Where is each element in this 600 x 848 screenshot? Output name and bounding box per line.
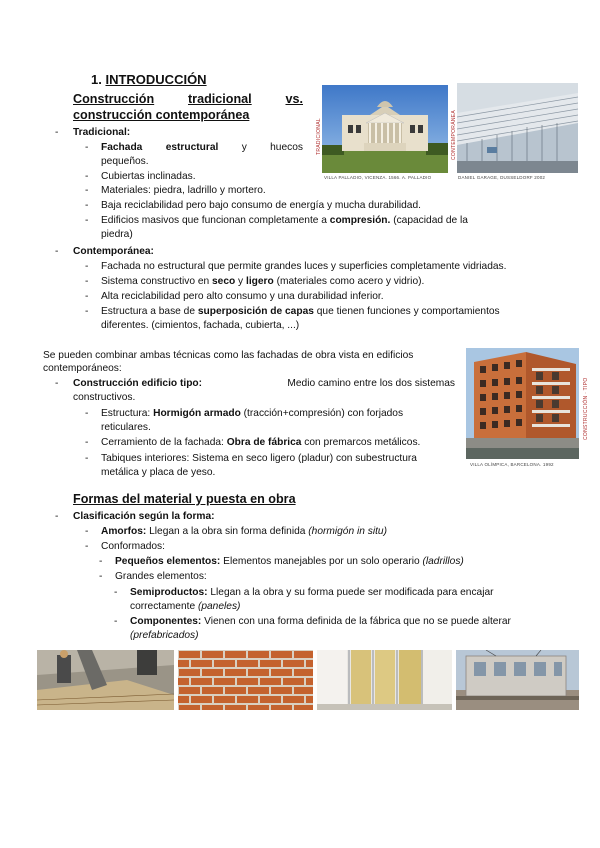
bullet: - <box>85 453 89 464</box>
text: (tracción+compresión) con forjados <box>240 408 404 419</box>
text: huecos <box>270 142 303 153</box>
brick-wall-photo <box>178 650 313 710</box>
section-number: 1. <box>91 72 102 87</box>
subtitle-line1 <box>73 92 303 107</box>
text: (materiales como acero y vidrio). <box>273 276 425 287</box>
amorfos-item <box>101 525 387 538</box>
conformados-item: Conformados: <box>101 541 165 552</box>
bold-text: Hormigón armado <box>153 408 241 419</box>
bold-text: Pequeños elementos: <box>115 556 221 567</box>
bold-text: Amorfos: <box>101 526 147 537</box>
bold-text: superposición de capas <box>197 306 314 317</box>
text: y <box>241 142 247 153</box>
bullet: - <box>99 571 103 582</box>
italic-text: (hormigón in situ) <box>308 526 387 537</box>
bullet: - <box>85 526 89 537</box>
text: que tienen funciones y comportamientos <box>313 306 500 317</box>
bullet: - <box>85 200 89 211</box>
text: Llegan a la obra sin forma definida <box>146 526 309 537</box>
vertical-label-tipo: CONSTRUCCIÓN · TIPO <box>583 377 589 440</box>
trad-item-2: Cubiertas inclinadas. <box>101 171 196 182</box>
trad-item-4: Baja reciclabilidad pero bajo consumo de energía y mucha durabilidad. <box>101 200 421 211</box>
vertical-label-tradicional: TRADICIONAL <box>316 118 322 155</box>
text: (capacidad de la <box>390 215 468 226</box>
bold-text: Clasificación según la forma: <box>73 511 215 522</box>
cont-item-4 <box>101 305 500 318</box>
bullet: - <box>85 408 89 419</box>
text: Medio camino entre los dos sistemas <box>284 378 455 389</box>
tipo-item-cont: constructivos. <box>73 392 136 403</box>
text: con premarcos metálicos. <box>301 437 421 448</box>
bold-text: Componentes: <box>130 616 202 627</box>
bold-text: compresión. <box>329 215 391 226</box>
semiproductos-item-cont <box>130 600 240 613</box>
trad-item-1 <box>101 141 303 154</box>
grandes-item: Grandes elementos: <box>115 571 207 582</box>
text: Elementos manejables por un solo operario <box>220 556 423 567</box>
heading-text: Tradicional: <box>73 127 131 138</box>
subtitle-line2: construcción contemporánea <box>73 108 250 122</box>
componentes-item <box>130 615 511 628</box>
bullet: - <box>85 142 89 153</box>
text: Sistema constructivo en <box>101 276 212 287</box>
heading-text: Contemporánea: <box>73 246 154 257</box>
brick-building-photo <box>466 348 579 459</box>
trad-item-3: Materiales: piedra, ladrillo y mortero. <box>101 185 266 196</box>
trad-item-1-cont: pequeños. <box>101 156 149 167</box>
cont-item-2 <box>101 275 424 288</box>
bold-text: seco <box>211 276 236 287</box>
bullet: - <box>85 185 89 196</box>
formas-title: Formas del material y puesta en obra <box>73 492 296 506</box>
tradicional-heading <box>73 126 130 139</box>
tabiques-item: Tabiques interiores: Sistema en seco ligero (pladur) con subestructura <box>101 453 417 464</box>
combinar-paragraph: Se pueden combinar ambas técnicas como las fachadas de obra vista en edificios <box>43 350 414 361</box>
text: y <box>235 276 246 287</box>
cont-item-1: Fachada no estructural que permite grandes luces y superficies completamente vidriadas. <box>101 261 507 272</box>
bullet: - <box>85 306 89 317</box>
componentes-item-cont <box>130 629 199 642</box>
semiproductos-item <box>130 586 494 599</box>
bullet: - <box>55 246 59 257</box>
villa-palladio-photo <box>322 85 448 173</box>
bullet: - <box>55 511 59 522</box>
text: correctamente <box>130 601 198 612</box>
text: Estructura a base de <box>101 306 198 317</box>
bullet: - <box>85 261 89 272</box>
italic-text: (prefabricados) <box>130 630 199 641</box>
bullet: - <box>114 616 118 627</box>
bold-text: Construcción edificio tipo: <box>73 378 203 389</box>
contemporanea-heading <box>73 245 154 258</box>
bullet: - <box>85 541 89 552</box>
text: Vienen con una forma definida de la fábrica que no se puede alterar <box>201 616 511 627</box>
subtitle-word: Construcción <box>73 92 155 106</box>
text: Edificios masivos que funcionan completamente a <box>101 215 330 226</box>
text: Estructura: <box>101 408 154 419</box>
bullet: - <box>85 171 89 182</box>
subtitle-word: vs. <box>285 92 303 106</box>
bullet: - <box>85 276 89 287</box>
caption-villa-palladio: VILLA PALLADIO, VICENZA. 1566. A. PALLADIO <box>324 175 432 180</box>
trad-item-5 <box>101 214 468 227</box>
caption-villa-olimpica: VILLA OLÍMPICA, BARCELONA. 1992 <box>470 462 554 467</box>
trad-item-5-cont: piedra) <box>101 229 133 240</box>
italic-text: (ladrillos) <box>422 556 464 567</box>
estructura-item-cont: reticulares. <box>101 422 151 433</box>
cerramiento-item <box>101 436 420 449</box>
bullet: - <box>99 556 103 567</box>
bullet: - <box>55 127 59 138</box>
concrete-pour-photo <box>37 650 174 710</box>
bullet: - <box>85 291 89 302</box>
cont-item-4-cont: diferentes. (cimientos, fachada, cubierta, ...) <box>101 320 300 331</box>
caption-garage: DANIEL GARAGE, DUSSELDORF 2002 <box>458 175 546 180</box>
section-title-text: INTRODUCCIÓN <box>105 72 207 87</box>
bold-text: estructural <box>165 142 219 153</box>
combinar-paragraph-cont: contemporáneos: <box>43 363 122 374</box>
italic-text: (paneles) <box>197 601 241 612</box>
bullet: - <box>55 378 59 389</box>
precast-panel-photo <box>456 650 579 710</box>
drywall-panels-photo <box>317 650 452 710</box>
tabiques-item-cont: metálica y placa de yeso. <box>101 467 216 478</box>
bold-text: ligero <box>245 276 274 287</box>
bold-text: Semiproductos: <box>130 587 208 598</box>
clasificacion-heading <box>73 510 215 523</box>
vertical-label-contemporanea: CONTEMPORÁNEA <box>451 109 457 160</box>
bold-text: Obra de fábrica <box>226 437 302 448</box>
contemporary-building-photo <box>457 83 578 173</box>
bullet: - <box>114 587 118 598</box>
subtitle-word: tradicional <box>187 92 252 106</box>
bold-text: Fachada <box>101 142 143 153</box>
tipo-item <box>73 377 455 390</box>
text: Cerramiento de la fachada: <box>101 437 227 448</box>
cont-item-3: Alta reciclabilidad pero alto consumo y una durabilidad inferior. <box>101 291 384 302</box>
bullet: - <box>85 215 89 226</box>
pequenos-item <box>115 555 464 568</box>
estructura-item <box>101 407 403 420</box>
text: Llegan a la obra y su forma puede ser modificada para encajar <box>207 587 494 598</box>
section-title <box>91 72 207 87</box>
bullet: - <box>85 437 89 448</box>
